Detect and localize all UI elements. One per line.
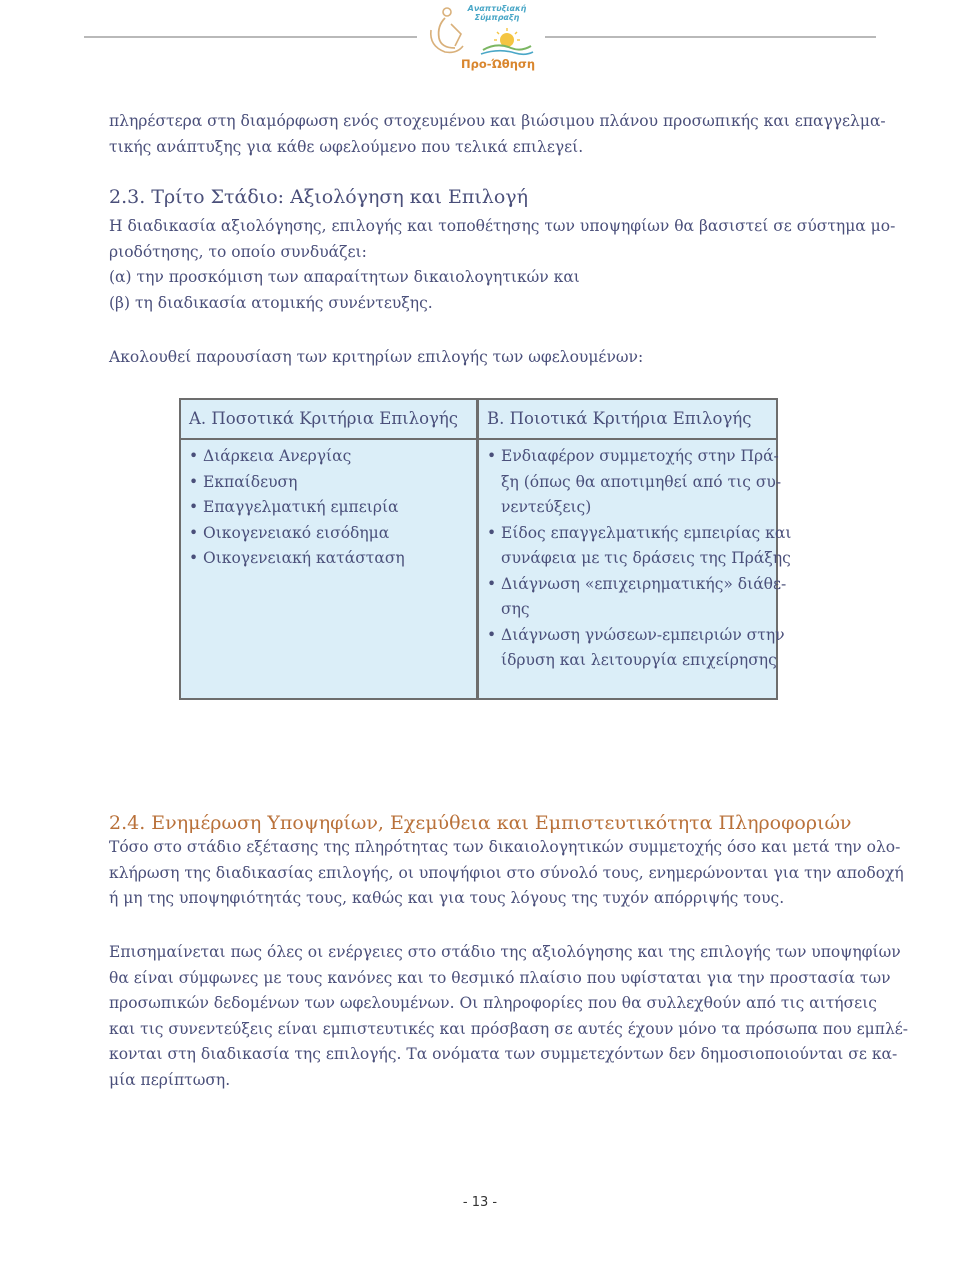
text-line: ή μη της υποψηφιότητάς τους, καθώς και για τους λόγους της τυχόν απόρριψής τους. <box>109 889 785 907</box>
text-line: προσωπικών δεδομένων των ωφελουμένων. Οι πληροφορίες που θα συλλεχθούν από τις αιτήσεις <box>109 994 877 1012</box>
criteria-item-text <box>501 444 782 521</box>
criteria-intro <box>109 345 851 371</box>
bullet-icon: • <box>487 447 497 465</box>
text-line: Τόσο στο στάδιο εξέτασης της πληρότητας των δικαιολογητικών συμμετοχής όσο και μετά την ολο- <box>109 838 901 856</box>
section-2-4-title: 2.4. Ενημέρωση Υποψηφίων, Εχεμύθεια και Εμπιστευτικότητα Πληροφοριών <box>109 812 852 834</box>
criteria-item-line: Οικογενειακό εισόδημα <box>203 523 390 542</box>
text-line: μία περίπτωση. <box>109 1070 231 1089</box>
criteria-item-text <box>203 470 471 496</box>
criteria-item-line: Είδος επαγγελματικής εμπειρίας και <box>501 523 792 542</box>
bullet-icon: • <box>189 447 199 465</box>
text-line: θα είναι σύμφωνες με τους κανόνες και το θεσμικό πλαίσιο που υφίσταται για την προστασία των <box>109 968 891 987</box>
qualitative-criteria-list <box>479 444 792 674</box>
text-line: (α) την προσκόμιση των απαραίτητων δικαιολογητικών και <box>109 268 580 286</box>
criteria-item-line: Διάγνωση «επιχειρηματικής» διάθε- <box>501 574 787 593</box>
quantitative-criteria-heading: Α. Ποσοτικά Κριτήρια Επιλογής <box>189 409 459 428</box>
bullet-icon: • <box>487 523 497 542</box>
section-2-4-paragraph-1 <box>109 835 904 912</box>
bullet-icon: • <box>189 523 199 542</box>
bullet-icon: • <box>189 498 199 516</box>
criteria-item-line: νεντεύξεις) <box>501 498 592 516</box>
criteria-item-line: Οικογενειακή κατάσταση <box>203 549 405 567</box>
criteria-item-line: συνάφεια με τις δράσεις της Πράξης <box>501 549 791 567</box>
text-line: Η διαδικασία αξιολόγησης, επιλογής και τοποθέτησης των υποψηφίων θα βασιστεί σε σύστημα μο- <box>109 217 896 235</box>
criteria-list-item <box>189 495 471 521</box>
text-line: τικής ανάπτυξης για κάθε ωφελούμενο που τελικά επιλεγεί. <box>109 137 584 156</box>
criteria-item-line: σης <box>501 600 530 618</box>
criteria-item-text <box>203 546 471 572</box>
quantitative-criteria-list <box>181 444 477 572</box>
criteria-item-line: Διάρκεια Ανεργίας <box>203 447 352 465</box>
criteria-item-text <box>501 572 787 623</box>
bullet-icon: • <box>487 574 497 593</box>
criteria-item-text <box>203 495 471 521</box>
bullet-icon: • <box>189 472 199 491</box>
criteria-list-item <box>189 521 471 547</box>
text-line: Επισημαίνεται πως όλες οι ενέργειες στο στάδιο της αξιολόγησης και της επιλογής των υποψηφίων <box>109 943 901 961</box>
page-number: - 13 - <box>462 1195 498 1210</box>
criteria-item-text <box>203 444 471 470</box>
header-rule-left <box>84 36 417 38</box>
criteria-item-text <box>501 623 785 674</box>
header-rule-right <box>545 36 876 38</box>
section-2-4-paragraph-2 <box>109 940 909 1093</box>
logo-tagline: Αναπτυξιακή Σύμπραξη <box>467 4 527 22</box>
bullet-icon: • <box>189 549 199 567</box>
criteria-item-line: Διάγνωση γνώσεων-εμπειριών στην <box>501 625 785 644</box>
text-line: Ακολουθεί παρουσίαση των κριτηρίων επιλογής των ωφελουμένων: <box>109 348 644 366</box>
criteria-item-line: ίδρυση και λειτουργία επιχείρησης <box>501 651 777 669</box>
qualitative-criteria-column <box>479 400 792 698</box>
criteria-item-line: ξη (όπως θα αποτιμηθεί από τις συ- <box>501 472 782 491</box>
criteria-list-item <box>189 546 471 572</box>
section-2-3-title: 2.3. Τρίτο Στάδιο: Αξιολόγηση και Επιλογή <box>109 186 529 208</box>
criteria-list-item <box>487 623 785 674</box>
criteria-item-line: Εκπαίδευση <box>203 472 298 491</box>
criteria-item-text <box>203 521 471 547</box>
criteria-table <box>179 398 792 700</box>
qualitative-criteria-heading: Β. Ποιοτικά Κριτήρια Επιλογής <box>487 409 752 428</box>
text-line: κλήρωση της διαδικασίας επιλογής, οι υποψήφιοι στο σύνολό τους, ενημερώνονται για την αποδοχή <box>109 863 904 882</box>
logo <box>425 0 537 78</box>
text-line: και τις συνεντεύξεις είναι εμπιστευτικές και πρόσβαση σε αυτές έχουν μόνο τα πρόσωπα που εμπλέ- <box>109 1019 909 1038</box>
criteria-item-line: Ενδιαφέρον συμμετοχής στην Πρά- <box>501 447 779 465</box>
quantitative-criteria-column <box>181 400 477 698</box>
section-2-3-body <box>109 214 896 316</box>
criteria-list-item <box>487 572 787 623</box>
text-line: (β) τη διαδικασία ατομικής συνέντευξης. <box>109 293 433 312</box>
column-header-rule <box>181 438 477 440</box>
intro-paragraph <box>109 109 886 160</box>
criteria-item-line: Επαγγελματική εμπειρία <box>203 498 399 516</box>
criteria-list-item <box>487 521 792 572</box>
text-line: κονται στη διαδικασία της επιλογής. Τα ονόματα των συμμετεχόντων δεν δημοσιοποιούνται σε κα- <box>109 1045 898 1063</box>
bullet-icon: • <box>487 625 497 644</box>
criteria-list-item <box>189 444 471 470</box>
column-header-rule <box>479 438 776 440</box>
text-line: ριοδότησης, το οποίο συνδυάζει: <box>109 242 367 261</box>
criteria-list-item <box>487 444 782 521</box>
criteria-item-text <box>501 521 792 572</box>
text-line: πληρέστερα στη διαμόρφωση ενός στοχευμένου και βιώσιμου πλάνου προσωπικής και επαγγελμα- <box>109 112 886 130</box>
criteria-list-item <box>189 470 471 496</box>
logo-name: Προ-Ώθηση <box>461 57 536 71</box>
